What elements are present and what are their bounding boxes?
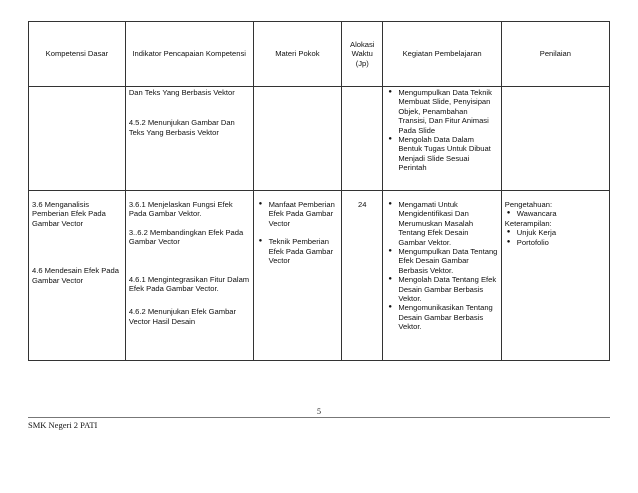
indikator-item: 4.6.2 Menunjukan Efek Gambar Vector Hasil Desain [128,307,237,326]
kd-cell [29,87,126,191]
alokasi-cell [342,87,383,191]
page-number: 5 [317,407,321,416]
penilaian-item: ● Unjuk Kerja [505,228,606,237]
indikator-cell [125,191,253,361]
header-penilaian: Penilaian [501,22,609,87]
kegiatan-item: ● Mengumpulkan Data Teknik Membuat Slide, Penyisipan Objek, Penambahan Transisi, Dan Fitur Animasi Pada Slide [386,88,497,135]
indikator-cell [125,87,253,191]
header-alokasi-waktu: Alokasi Waktu (Jp) [342,22,383,87]
penilaian-cell [501,191,609,361]
kegiatan-item: ● Mengumpulkan Data Tentang Efek Desain Gambar Berbasis Vektor. [386,247,497,275]
penilaian-item: ● Wawancara [505,209,606,218]
kegiatan-item: ● Mengolah Data Tentang Efek Desain Gambar Berbasis Vektor. [386,275,497,303]
rpp-table [28,21,610,361]
kegiatan-item: ● Mengolah Data Dalam Bentuk Tugas Untuk Dibuat Menjadi Slide Sesuai Perintah [386,135,497,173]
indikator-item: Dan Teks Yang Berbasis Vektor [128,88,235,97]
kd-item: 3.6 Menganalisis Pemberian Efek Pada Gambar Vector [32,200,106,228]
header-kegiatan: Kegiatan Pembelajaran [383,22,501,87]
kegiatan-item: ● Mengamati Untuk Mengidentifikasi Dan Merumuskan Masalah Tentang Efek Desain Gambar Vektor. [386,200,497,247]
table-row [29,191,610,361]
penilaian-cell [501,87,609,191]
kegiatan-item: ● Mengomunikasikan Tentang Desain Gambar Berbasis Vektor. [386,303,497,331]
kd-cell [29,191,126,361]
penilaian-item: ● Portofolio [505,238,606,247]
kd-item: 4.6 Mendesain Efek Pada Gambar Vector [32,266,119,285]
keterampilan-label: Keterampilan: [504,218,552,228]
kegiatan-cell [383,87,501,191]
indikator-item: 3..6.2 Membandingkan Efek Pada Gambar Vector [128,227,244,247]
materi-cell [253,191,342,361]
header-indikator: Indikator Pencapaian Kompetensi [125,22,253,87]
table-row [29,87,610,191]
indikator-item: 3.6.1 Menjelaskan Fungsi Efek Pada Gambar Vektor. [128,200,233,219]
footer-school-name: SMK Negeri 2 PATI [28,420,98,430]
alokasi-cell: 24 [342,191,383,361]
indikator-item: 4.5.2 Menunjukan Gambar Dan Teks Yang Berbasis Vektor [128,118,235,137]
footer-divider [28,417,610,418]
table-header-row [29,22,610,87]
header-kompetensi-dasar: Kompetensi Dasar [29,22,126,87]
materi-cell [253,87,342,191]
materi-item: ● Teknik Pemberian Efek Pada Gambar Vector [257,237,339,265]
header-materi-pokok: Materi Pokok [253,22,342,87]
indikator-item: 4.6.1 Mengintegrasikan Fitur Dalam Efek Pada Gambar Vector. [128,274,250,294]
materi-item: ● Manfaat Pemberian Efek Pada Gambar Vector [257,200,339,228]
pengetahuan-label: Pengetahuan: [504,200,553,209]
kegiatan-cell [383,191,501,361]
